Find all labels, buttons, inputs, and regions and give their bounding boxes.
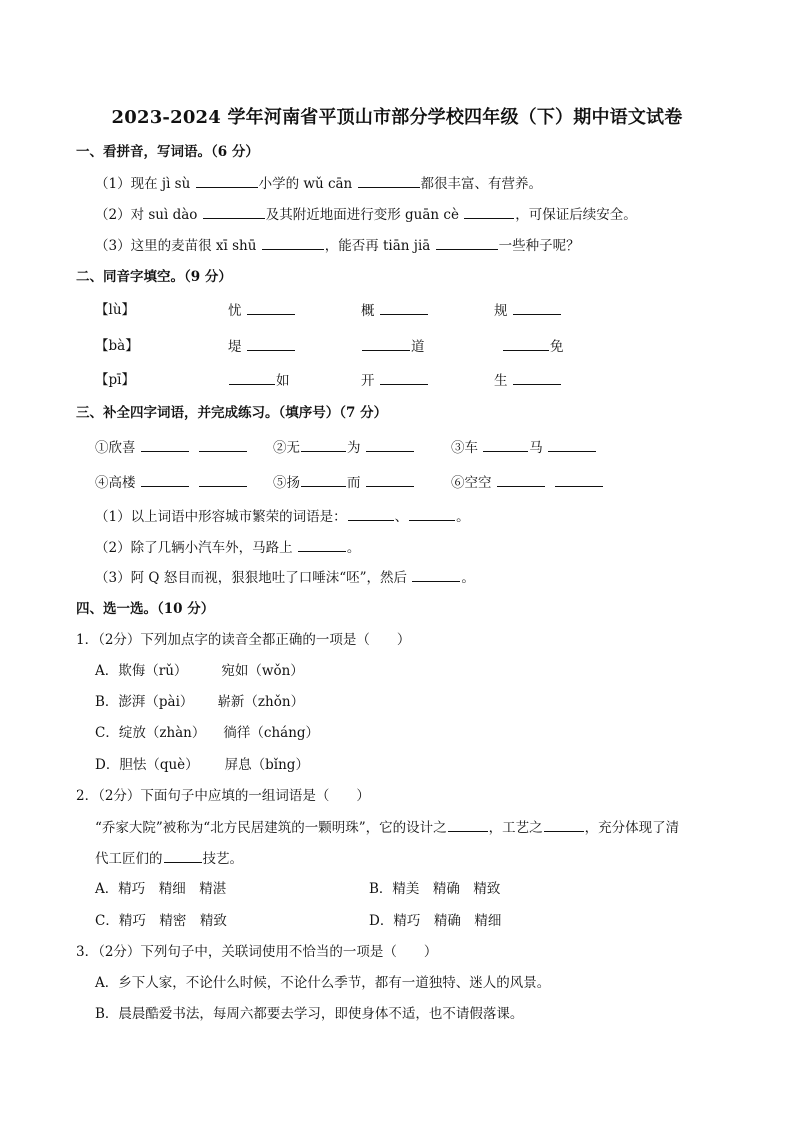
s4-q3-option-b[interactable]: B．晨晨酷爱书法，每周六都要去学习，即使身体不适，也不请假落课。 [95, 1006, 524, 1022]
idiom-text: ③车 [451, 440, 478, 456]
section-4-heading: 四、选一选。（10 分） [76, 601, 215, 617]
s3-idiom-6 [451, 472, 604, 493]
answer-blank[interactable] [247, 336, 295, 351]
s2-char: 忧 [228, 303, 242, 319]
answer-blank[interactable] [412, 567, 460, 582]
s1-q2-text-b: 及其附近地面进行变形 guān cè [265, 207, 459, 223]
s2-item [361, 300, 429, 321]
answer-blank[interactable] [436, 235, 498, 250]
section-2-heading: 二、同音字填空。（9 分） [76, 269, 232, 285]
idiom-text: 而 [347, 475, 361, 491]
answer-blank[interactable] [366, 472, 414, 487]
s1-q2-text-c: ，可保证后续安全。 [515, 207, 637, 223]
s2-item [361, 370, 429, 391]
option-text: C．绽放（zhàn） [95, 725, 206, 741]
s2-char: 开 [361, 373, 375, 389]
s2-char: 生 [494, 373, 508, 389]
s4-q2-option-c[interactable]: C．精巧 精密 精致 [95, 913, 227, 929]
s2-char: 如 [276, 373, 290, 389]
answer-blank[interactable] [544, 817, 584, 832]
option-text: 崭新（zhǒn） [217, 694, 305, 710]
s4-q1-option-d[interactable] [95, 755, 309, 775]
s4-q1-option-a[interactable] [95, 661, 304, 681]
option-text: A．欺侮（rǔ） [95, 663, 188, 679]
s2-char: 概 [361, 303, 375, 319]
section-1-heading: 一、看拼音，写词语。（6 分） [76, 144, 259, 160]
option-text: D．胆怯（què） [95, 757, 199, 773]
option-text: 宛如（wǒn） [221, 663, 304, 679]
answer-blank[interactable] [366, 437, 414, 452]
answer-blank[interactable] [409, 506, 455, 521]
s1-q2-text-a: （2）对 suì dào [95, 207, 198, 223]
answer-blank[interactable] [448, 817, 488, 832]
s4-question-2: 2．（2分）下面句子中应填的一组词语是（ ） [76, 788, 370, 804]
s1-question-3 [95, 235, 580, 256]
option-text: 徜徉（cháng） [223, 725, 320, 741]
s2-char: 道 [411, 339, 425, 355]
answer-blank[interactable] [503, 336, 549, 351]
question-text: （2）除了几辆小汽车外，马路上 [95, 540, 293, 556]
s4-q2-passage-line-2 [95, 848, 243, 869]
answer-blank[interactable] [483, 437, 528, 452]
answer-blank[interactable] [229, 370, 275, 385]
answer-blank[interactable] [348, 506, 394, 521]
s2-pinyin-pi: 【pī】 [95, 372, 135, 388]
option-text: B．澎湃（pài） [95, 694, 194, 710]
s1-q3-text-a: （3）这里的麦苗很 xī shū [95, 238, 257, 254]
idiom-text: ④高楼 [95, 475, 136, 491]
passage-text: “乔家大院”被称为“北方民居建筑的一颗明珠”，它的设计之 [95, 820, 447, 836]
answer-blank[interactable] [203, 204, 265, 219]
s4-q2-option-b[interactable]: B．精美 精确 精致 [369, 881, 501, 897]
s2-item [228, 336, 296, 357]
answer-blank[interactable] [301, 437, 346, 452]
answer-blank[interactable] [464, 204, 514, 219]
s3-question-3 [95, 567, 475, 588]
s3-question-2 [95, 537, 360, 558]
s2-item [228, 300, 296, 321]
answer-blank[interactable] [513, 300, 561, 315]
idiom-text: ⑤扬 [273, 475, 300, 491]
answer-blank[interactable] [141, 437, 189, 452]
answer-blank[interactable] [199, 472, 247, 487]
s3-idiom-3 [451, 437, 597, 458]
s2-char: 堤 [228, 339, 242, 355]
answer-blank[interactable] [262, 235, 324, 250]
idiom-text: ⑥空空 [451, 475, 492, 491]
option-text: 屏息（bǐng） [224, 757, 309, 773]
question-text: （1）以上词语中形容城市繁荣的词语是： [95, 509, 347, 525]
s4-q3-option-a[interactable]: A．乡下人家，不论什么时候，不论什么季节，都有一道独特、迷人的风景。 [95, 975, 551, 991]
s1-q1-text-a: （1）现在 jì sù [95, 176, 191, 192]
s1-q3-text-b: ，能否再 tiān jiā [324, 238, 431, 254]
s4-q1-option-b[interactable] [95, 692, 304, 712]
answer-blank[interactable] [247, 300, 295, 315]
s2-char: 规 [494, 303, 508, 319]
s2-item [494, 370, 562, 391]
answer-blank[interactable] [380, 300, 428, 315]
question-text: （3）阿 Q 怒目而视，狠狠地吐了口唾沫“呸”，然后 [95, 570, 408, 586]
idiom-text: ②无 [273, 440, 300, 456]
s1-question-1 [95, 173, 542, 194]
s2-item [228, 370, 290, 391]
s2-pinyin-lu: 【lù】 [95, 302, 136, 318]
s1-question-2 [95, 204, 637, 225]
s3-idiom-1 [95, 437, 248, 458]
answer-blank[interactable] [298, 537, 346, 552]
s1-q3-text-c: 一些种子呢？ [498, 238, 580, 254]
s4-q2-option-a[interactable]: A．精巧 精细 精湛 [95, 881, 227, 897]
period: 。 [346, 540, 361, 556]
answer-blank[interactable] [141, 472, 189, 487]
answer-blank[interactable] [362, 336, 410, 351]
answer-blank[interactable] [196, 173, 258, 188]
s4-q1-option-c[interactable] [95, 723, 319, 743]
idiom-text: 为 [347, 440, 361, 456]
section-3-heading: 三、补全四字词语，并完成练习。（填序号）（7 分） [76, 405, 388, 421]
answer-blank[interactable] [513, 370, 561, 385]
exam-title: 2023-2024 学年河南省平顶山市部分学校四年级（下）期中语文试卷 [111, 107, 683, 128]
answer-blank[interactable] [497, 472, 545, 487]
s4-question-1: 1．（2分）下列加点字的读音全都正确的一项是（ ） [76, 632, 411, 648]
s3-question-1 [95, 506, 470, 527]
s4-q2-option-d[interactable]: D．精巧 精确 精细 [369, 913, 502, 929]
period: 。 [456, 509, 470, 525]
passage-text: 代工匠们的 [95, 851, 163, 867]
s4-question-3: 3．（2分）下列句子中，关联词使用不恰当的一项是（ ） [76, 944, 438, 960]
s3-idiom-4 [95, 472, 248, 493]
passage-text: 技艺。 [202, 851, 243, 867]
s3-idiom-5 [273, 472, 415, 493]
answer-blank[interactable] [555, 472, 603, 487]
answer-blank[interactable] [301, 472, 346, 487]
passage-text: ，工艺之 [488, 820, 543, 836]
answer-blank[interactable] [164, 848, 202, 863]
s1-q1-text-c: 都很丰富、有营养。 [420, 176, 543, 192]
answer-blank[interactable] [358, 173, 420, 188]
answer-blank[interactable] [199, 437, 247, 452]
passage-text: ，充分体现了清 [584, 820, 680, 836]
s2-char: 免 [550, 339, 564, 355]
s2-item [361, 336, 425, 357]
s3-idiom-2 [273, 437, 415, 458]
separator: 、 [394, 509, 409, 525]
period: 。 [461, 570, 475, 586]
idiom-text: ①欣喜 [95, 440, 136, 456]
idiom-text: 马 [529, 440, 543, 456]
answer-blank[interactable] [548, 437, 596, 452]
answer-blank[interactable] [380, 370, 428, 385]
s4-q2-passage-line-1 [95, 817, 679, 838]
s2-pinyin-ba: 【bà】 [95, 338, 139, 354]
s2-item [502, 336, 564, 357]
s1-q1-text-b: 小学的 wǔ cān [258, 176, 353, 192]
s2-item [494, 300, 562, 321]
